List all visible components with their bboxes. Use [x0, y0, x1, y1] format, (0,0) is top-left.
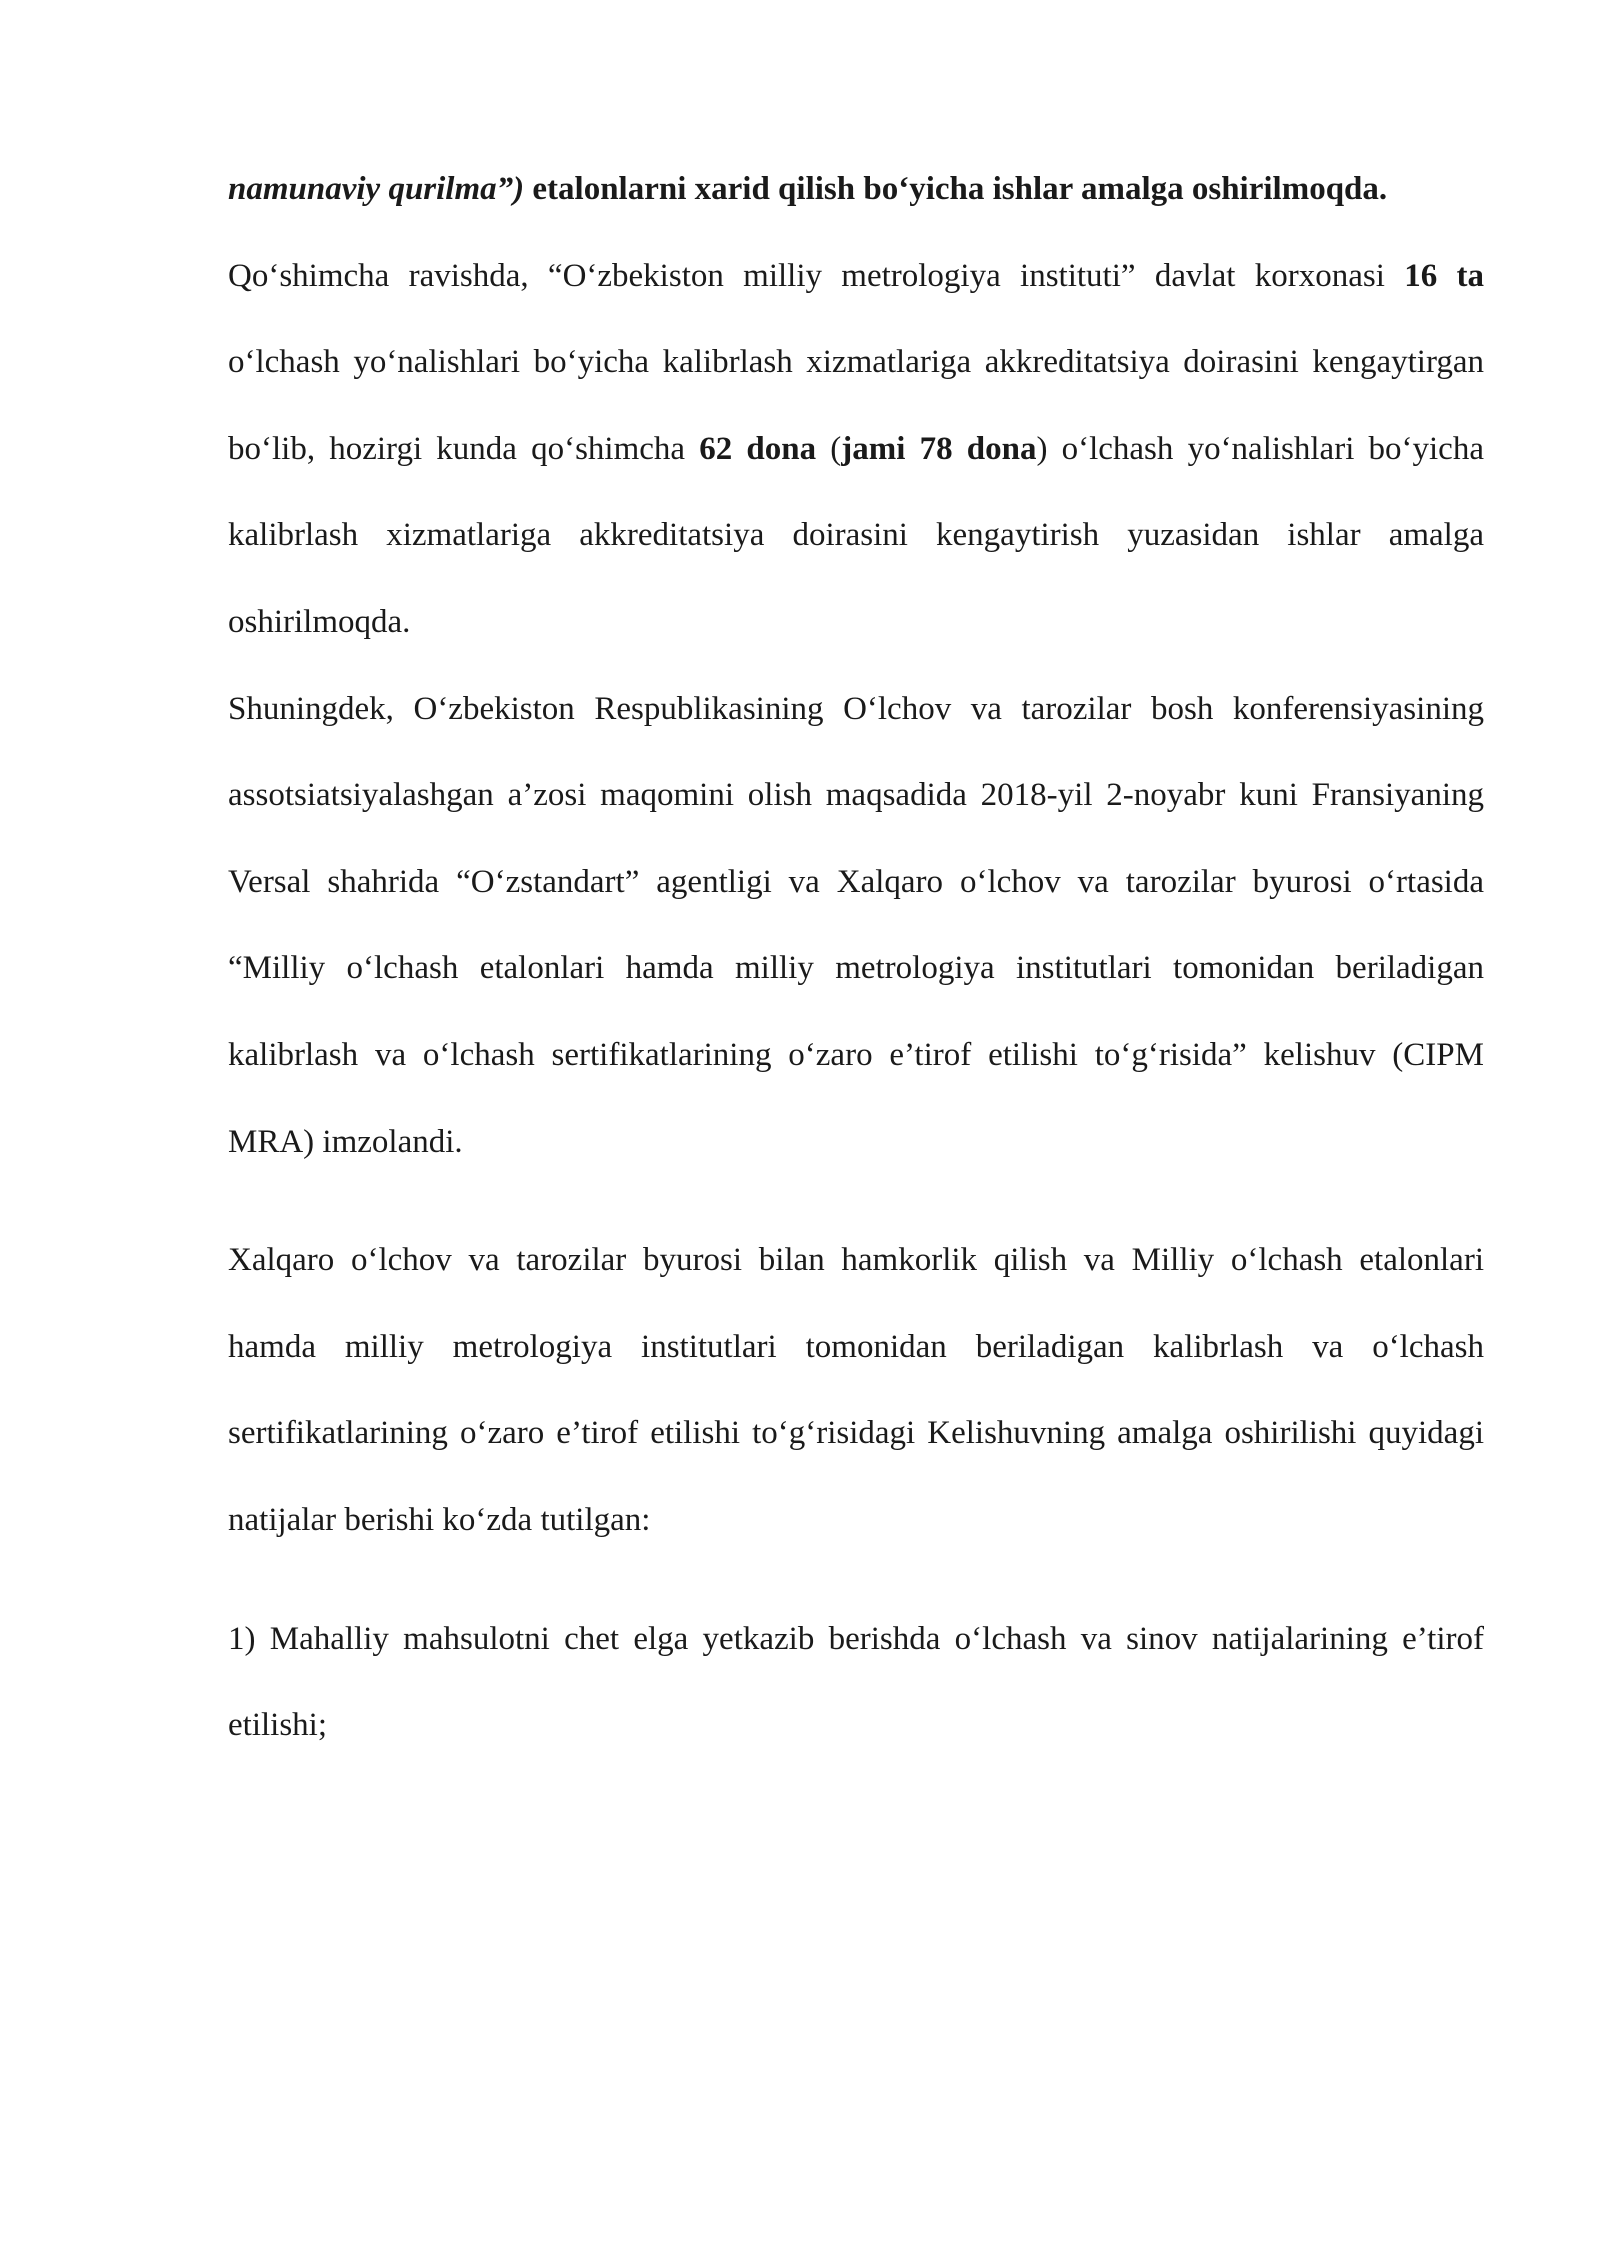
- italic-lead-text: namunaviy qurilma”): [228, 171, 525, 207]
- bold-count-62: 62 dona: [699, 430, 817, 467]
- paragraph-procurement: [228, 146, 1484, 233]
- text-segment: Qo‘shimcha ravishda, “O‘zbekiston milliy metrologiya instituti” davlat korxonasi: [228, 257, 1405, 294]
- text-segment: o‘lchash yo‘nalishlari bo‘yicha kalibrlash xizmatlariga akkreditatsiya doirasini kengaytirgan bo‘lib, hozirgi kunda qo‘shimcha: [228, 344, 1484, 467]
- text-segment: ) o‘lchash yo‘nalishlari bo‘yicha kalibrlash xizmatlariga akkreditatsiya doirasini kengaytirish yuzasidan ishlar amalga oshirilmoqda.: [228, 430, 1484, 640]
- list-item-1: 1) Mahalliy mahsulotni chet elga yetkazib berishda o‘lchash va sinov natijalarining e’tirof etilishi;: [228, 1620, 1484, 1744]
- paragraph-accreditation: [228, 233, 1484, 666]
- text-segment: (: [816, 430, 842, 467]
- document-page: [228, 146, 1484, 1769]
- bold-text: etalonlarni xarid qilish bo‘yicha ishlar amalga oshirilmoqda.: [524, 171, 1388, 207]
- paragraph-cooperation: Xalqaro o‘lchov va tarozilar byurosi bilan hamkorlik qilish va Milliy o‘lchash etalonlari hamda milliy metrologiya institutlari tomonidan beriladigan kalibrlash va o‘lchash sertifikatlarining o‘zaro e’tirof etilishi to‘g‘risidagi Kelishuvning amalga oshirilishi quyidagi natijalar berishi ko‘zda tutilgan:: [228, 1242, 1484, 1538]
- bold-total-78: jami 78 dona: [841, 430, 1037, 467]
- bold-count-16: 16 ta: [1404, 257, 1484, 294]
- paragraph-cipm-mra: Shuningdek, O‘zbekiston Respublikasining O‘lchov va tarozilar bosh konferensiyasining assotsiatsiyalashgan a’zosi maqomini olish maqsadida 2018-yil 2-noyabr kuni Fransiyaning Versal shahrida “O‘zstandart” agentligi va Xalqaro o‘lchov va tarozilar byurosi o‘rtasida “Milliy o‘lchash etalonlari hamda milliy metrologiya institutlari tomonidan beriladigan kalibrlash va o‘lchash sertifikatlarining o‘zaro e’tirof etilishi to‘g‘risida” kelishuv (CIPM MRA) imzolandi.: [228, 690, 1484, 1160]
